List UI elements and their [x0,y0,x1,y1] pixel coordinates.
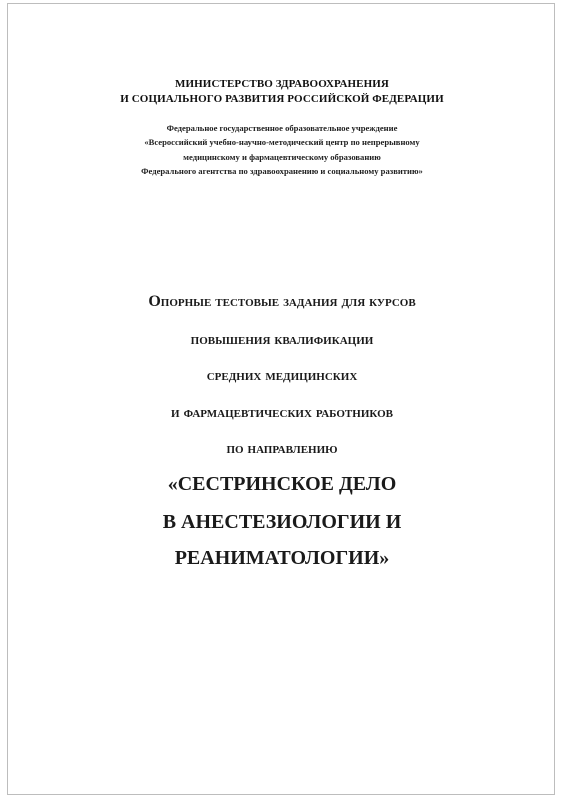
institution-line-4: Федерального агентства по здравоохранению и социальному развитию» [141,166,423,176]
title-line-5: по направлению [226,440,338,457]
title-line-1: Опорные тестовые задания для курсов [148,293,416,310]
ministry-name-line-2: И СОЦИАЛЬНОГО РАЗВИТИЯ РОССИЙСКОЙ ФЕДЕРАЦИИ [120,93,444,105]
title-line-7: В АНЕСТЕЗИОЛОГИИ И [162,511,402,533]
title-line-6: «СЕСТРИНСКОЕ ДЕЛО [167,473,397,495]
document-page [7,3,555,795]
title-line-4: и фармацевтических работников [171,404,393,421]
institution-line-2: «Всероссийский учебно-научно-методический центр по непрерывному [144,137,420,147]
ministry-name-line-1: МИНИСТЕРСТВО ЗДРАВООХРАНЕНИЯ [175,78,389,90]
institution-line-1: Федеральное государственное образовательное учреждение [166,123,398,133]
institution-line-3: медицинскому и фармацевтическому образованию [183,152,381,162]
title-line-8: РЕАНИМАТОЛОГИИ» [174,547,390,569]
title-line-2: повышения квалификации [190,331,374,348]
title-line-3: средних медицинских [206,367,358,384]
